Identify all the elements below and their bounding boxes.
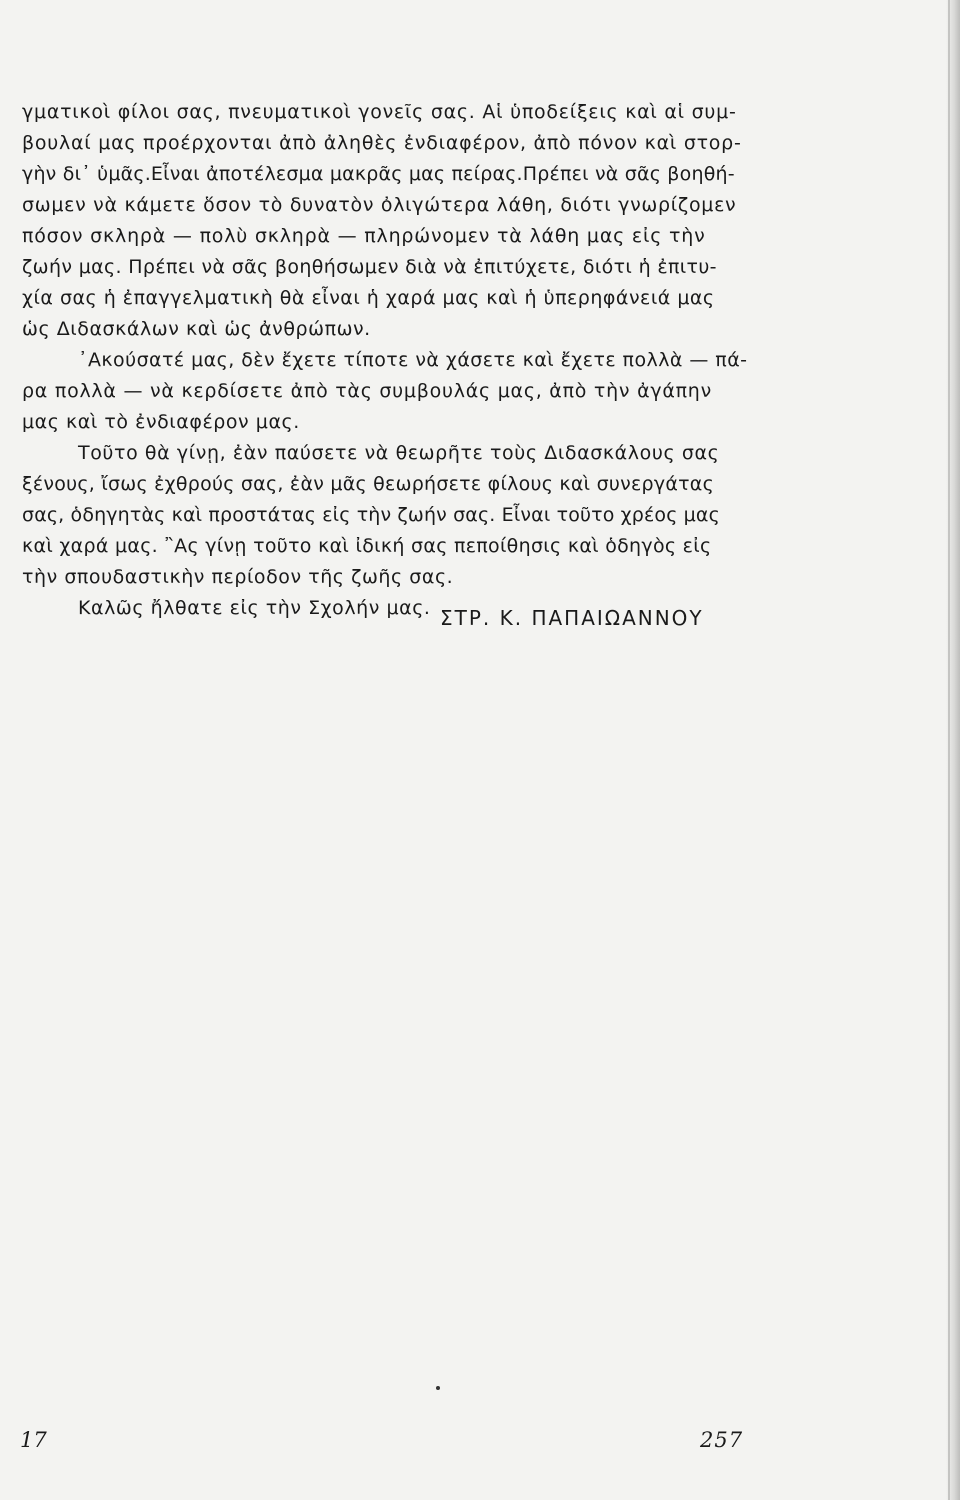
text-line-6: ζωήν μας. Πρέπει νὰ σᾶς βοηθήσωμεν διὰ νὰ ἐπιτύχετε, διότι ἡ ἐπιτυ- bbox=[22, 256, 717, 278]
text-line-1: γματικοὶ φίλοι σας, πνευματικοὶ γονεῖς σας. Αἱ ὑποδείξεις καὶ αἱ συμ- bbox=[22, 101, 737, 123]
page-number: 257 bbox=[700, 1428, 744, 1452]
folio-mark: 17 bbox=[20, 1428, 47, 1452]
text-line-5: πόσον σκληρὰ — πολὺ σκληρὰ — πληρώνομεν τὰ λάθη μας εἰς τὴν bbox=[22, 225, 706, 247]
text-line-8: ὡς Διδασκάλων καὶ ὡς ἀνθρώπων. bbox=[22, 318, 371, 340]
text-line-14: σας, ὁδηγητὰς καὶ προστάτας εἰς τὴν ζωήν σας. Εἶναι τοῦτο χρέος μας bbox=[22, 504, 720, 526]
page-edge-line bbox=[948, 0, 950, 1500]
author-signature: ΣΤΡ. Κ. ΠΑΠΑΙΩΑΝΝΟΥ bbox=[440, 606, 704, 630]
text-line-11: μας καὶ τὸ ἐνδιαφέρον μας. bbox=[22, 411, 300, 433]
text-line-3: γὴν δι᾽ ὑμᾶς.Εἶναι ἀποτέλεσμα μακρᾶς μας πείρας.Πρέπει νὰ σᾶς βοηθή- bbox=[22, 163, 735, 185]
text-line-15: καὶ χαρά μας. ῍Ας γίνῃ τοῦτο καὶ ἰδική σας πεποίθησις καὶ ὁδηγὸς εἰς bbox=[22, 535, 712, 557]
text-line-7: χία σας ἡ ἐπαγγελματικὴ θὰ εἶναι ἡ χαρά μας καὶ ἡ ὑπερηφάνειά μας bbox=[22, 287, 715, 309]
text-line-16: τὴν σπουδαστικὴν περίοδον τῆς ζωῆς σας. bbox=[22, 566, 454, 588]
text-line-13: ξένους, ἴσως ἐχθρούς σας, ἐὰν μᾶς θεωρήσετε φίλους καὶ συνεργάτας bbox=[22, 473, 714, 495]
text-line-2: βουλαί μας προέρχονται ἀπὸ ἀληθὲς ἐνδιαφέρον, ἀπὸ πόνον καὶ στορ- bbox=[22, 132, 742, 154]
text-line-12: Τοῦτο θὰ γίνῃ, ἐὰν παύσετε νὰ θεωρῆτε τοὺς Διδασκάλους σας bbox=[78, 442, 720, 464]
text-line-10: ρα πολλὰ — νὰ κερδίσετε ἀπὸ τὰς συμβουλάς μας, ἀπὸ τὴν ἀγάπην bbox=[22, 380, 712, 402]
ink-speck bbox=[436, 1386, 440, 1390]
text-line-17: Καλῶς ἤλθατε εἰς τὴν Σχολήν μας. bbox=[78, 597, 431, 619]
text-line-4: σωμεν νὰ κάμετε ὅσον τὸ δυνατὸν ὀλιγώτερα λάθη, διότι γνωρίζομεν bbox=[22, 194, 737, 216]
text-line-9: ᾿Ακούσατέ μας, δὲν ἔχετε τίποτε νὰ χάσετε καὶ ἔχετε πολλὰ — πά- bbox=[78, 349, 748, 371]
